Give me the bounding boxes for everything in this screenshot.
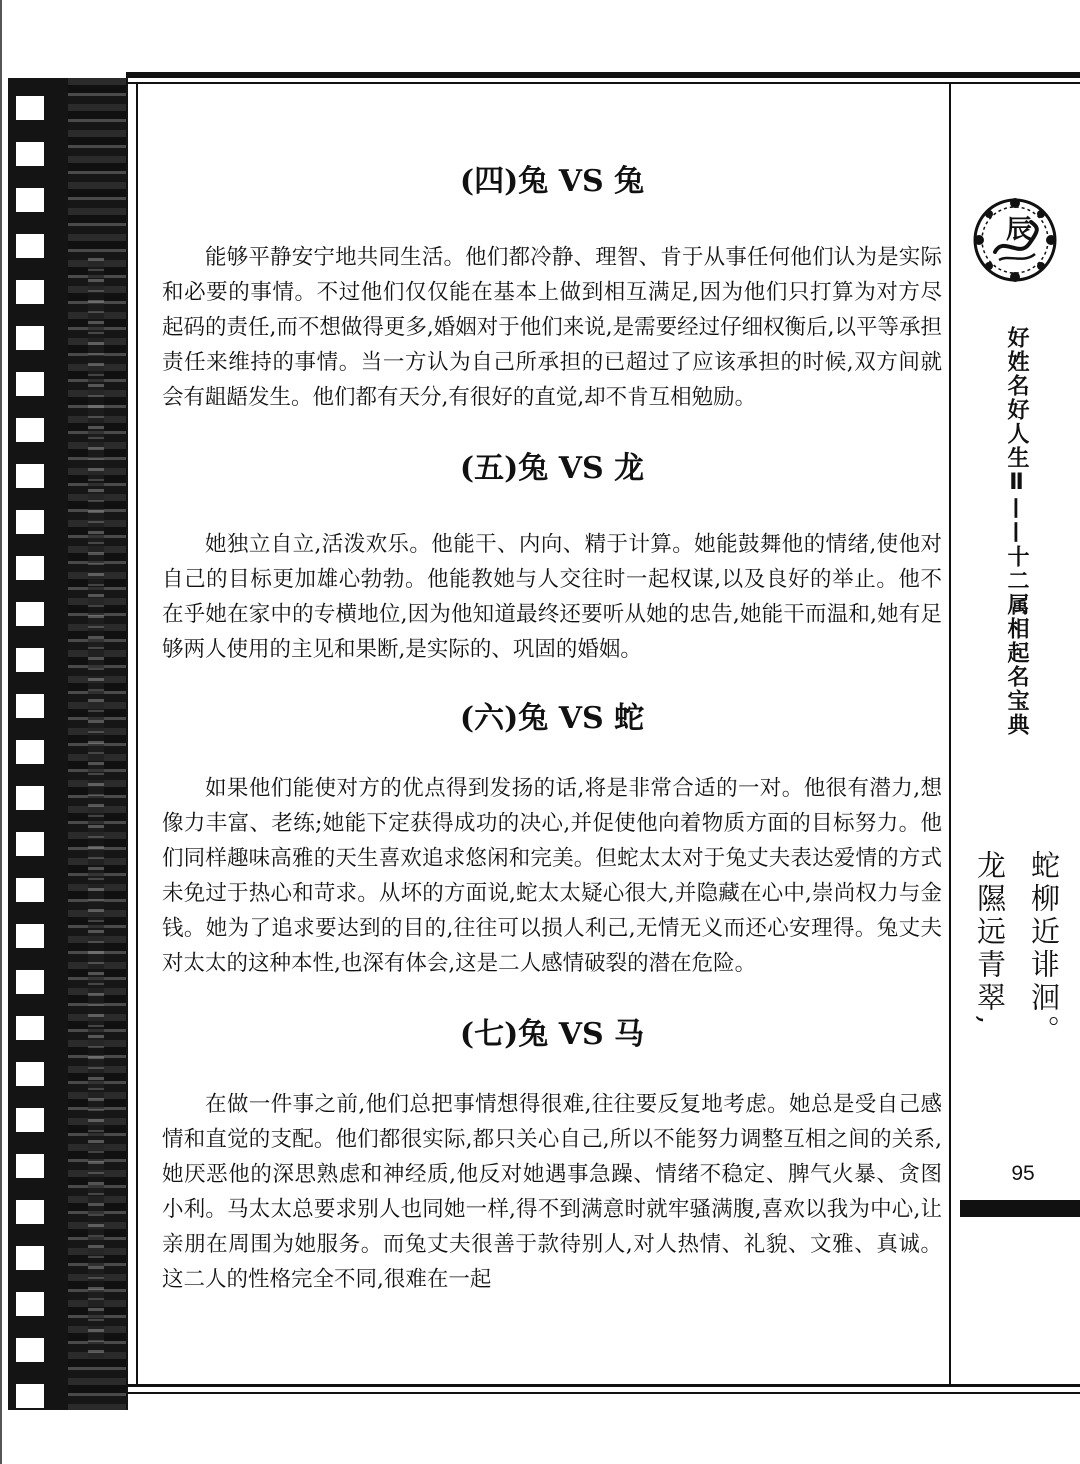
section-title-rabbit-horse: (七)兔 VS 马: [459, 1017, 645, 1052]
film-perforation: [16, 510, 44, 534]
film-strip-border: [8, 78, 128, 1410]
film-perforation: [16, 1246, 44, 1270]
film-perforation: [16, 372, 44, 396]
film-perforation: [16, 694, 44, 718]
film-perforation: [16, 418, 44, 442]
page-number-bar: [960, 1200, 1080, 1217]
film-perforation: [16, 924, 44, 948]
film-perforation: [16, 1154, 44, 1178]
frame-left-rule: [136, 84, 138, 1384]
film-perforation: [16, 648, 44, 672]
film-perforation: [16, 1200, 44, 1224]
film-perforation: [16, 1062, 44, 1086]
film-perforation: [16, 280, 44, 304]
zodiac-dragon-emblem-icon: [969, 194, 1061, 286]
film-perforation: [16, 786, 44, 810]
film-perforation: [16, 96, 44, 120]
film-perforation: [16, 832, 44, 856]
section-text-rabbit-horse: 在做一件事之前,他们总把事情想得很难,往往要反复地考虑。她总是受自己感情和直觉的支配。他们都很实际,都只关心自己,所以不能努力调整互相之间的关系,她厌恶他的深思熟虑和神经质,他反对她遇事急躁、情绪不稳定、脾气火暴、贪图小利。马太太总要求别人也同她一样,得不到满意时就牢骚满腹,喜欢以我为中心,让亲朋在周围为她服务。而兔丈夫很善于款待别人,对人热情、礼貌、文雅、真诚。这二人的性格完全不同,很难在一起: [162, 1092, 942, 1292]
film-perforation: [16, 464, 44, 488]
page-number: 95: [1011, 1162, 1035, 1185]
film-perforation: [16, 970, 44, 994]
poem-line-1: 蛇柳近诽洄。: [1027, 850, 1061, 1048]
film-perforation: [16, 1016, 44, 1040]
film-perforation: [16, 326, 44, 350]
film-perforation: [16, 602, 44, 626]
section-text-rabbit-rabbit: 能够平静安宁地共同生活。他们都冷静、理智、肯于从事任何他们认为是实际和必要的事情。不过他们仅仅能在基本上做到相互满足,因为他们只打算为对方尽起码的责任,而不想做得更多,婚姻对于他们来说,是需要经过仔细权衡后,以平等承担责任来维持的事情。当一方认为自己所承担的已超过了应该承担的时候,双方间就会有龃龉发生。他们都有天分,有很好的直觉,却不肯互相勉励。: [162, 245, 942, 410]
film-perforation: [16, 1384, 44, 1408]
poem-line-2: 龙隰远青翠,: [973, 850, 1007, 1029]
section-title-rabbit-snake: (六)兔 VS 蛇: [459, 701, 645, 736]
film-perforation: [16, 556, 44, 580]
film-perforation: [16, 142, 44, 166]
section-text-rabbit-snake: 如果他们能使对方的优点得到发扬的话,将是非常合适的一对。他很有潜力,想像力丰富、老练;她能下定获得成功的决心,并促使他向着物质方面的目标努力。他们同样趣味高雅的天生喜欢追求悠闲和完美。但蛇太太对于兔丈夫表达爱情的方式未免过于热心和苛求。从坏的方面说,蛇太太疑心很大,并隐藏在心中,崇尚权力与金钱。她为了追求要达到的目的,往往可以损人利己,无情无义而还心安理得。兔丈夫对太太的这种本性,也深有体会,这是二人感情破裂的潜在危险。: [162, 776, 942, 976]
main-content: [162, 150, 942, 1297]
page-edge-line: [0, 0, 2, 1464]
film-perforation: [16, 1292, 44, 1316]
section-title-rabbit-rabbit: (四)兔 VS 兔: [459, 164, 645, 199]
emblem-char: 辰: [1005, 215, 1033, 245]
book-title: 好姓名好人生Ⅱ——十二属相起名宝典: [1004, 326, 1029, 737]
film-perforation: [16, 1108, 44, 1132]
frame-bottom-rule-thin: [126, 1392, 1080, 1394]
frame-bottom-rule: [126, 1384, 1080, 1387]
film-perforation: [16, 1338, 44, 1362]
section-text-rabbit-dragon: 她独立自立,活泼欢乐。他能干、内向、精于计算。她能鼓舞他的情绪,使他对自己的目标更加雄心勃勃。他能教她与人交往时一起权谋,以及良好的举止。他不在乎她在家中的专横地位,因为他知道最终还要听从她的忠告,她能干而温和,她有足够两人使用的主见和果断,是实际的、巩固的婚姻。: [162, 532, 942, 662]
frame-top-rule: [126, 72, 1080, 78]
section-title-rabbit-dragon: (五)兔 VS 龙: [459, 451, 645, 486]
film-perforation: [16, 740, 44, 764]
film-perforation: [16, 234, 44, 258]
frame-top-rule-thin: [126, 82, 1080, 84]
film-perforation: [16, 188, 44, 212]
film-perforation: [16, 878, 44, 902]
film-streak: [88, 258, 104, 1358]
